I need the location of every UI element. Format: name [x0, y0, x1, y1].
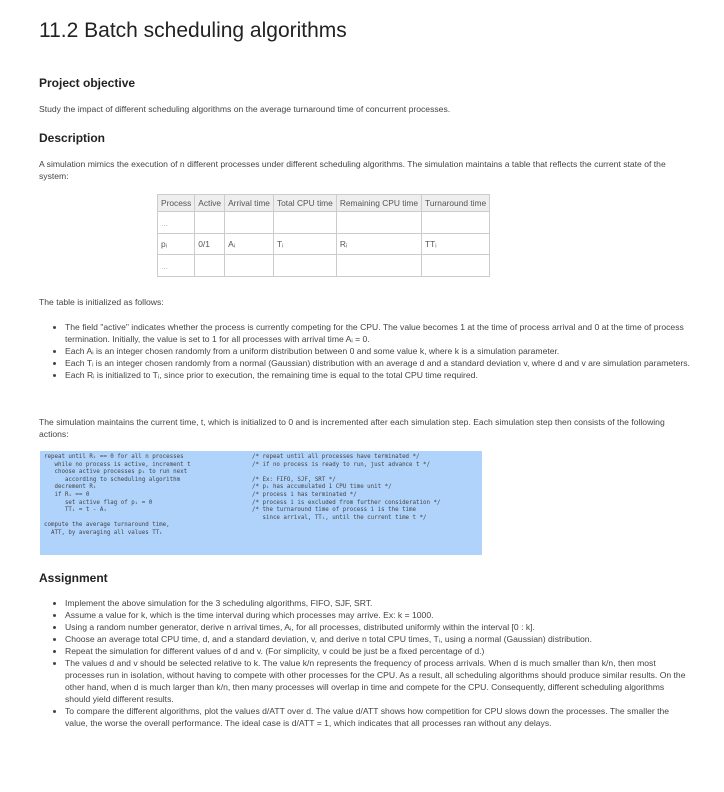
- table-cell: ...: [158, 255, 195, 277]
- table-row: [158, 212, 490, 234]
- list-item: • Choose an average total CPU time, d, and a standard deviation, v, and derive n total CPU times, Tᵢ, using a normal (Gaussian) distribution.: [65, 633, 690, 645]
- table-row: [158, 255, 490, 277]
- table-header-row: [158, 195, 490, 212]
- column-header: Remaining CPU time: [336, 195, 421, 212]
- table-cell: [422, 255, 490, 277]
- list-item: • Each Tᵢ is an integer chosen randomly from a normal (Gaussian) distribution with an average d and a standard deviation v, where d and v are simulation parameters.: [65, 357, 690, 369]
- table-cell: [225, 212, 274, 234]
- column-header: Arrival time: [225, 195, 274, 212]
- list-item: • Assume a value for k, which is the time interval during which processes may arrive. Ex: k = 1000.: [65, 609, 690, 621]
- table-cell: [422, 212, 490, 234]
- list-item: • Repeat the simulation for different values of d and v. (For simplicity, v could be just be a fixed percentage of d.): [65, 645, 690, 657]
- list-item: • Each Rᵢ is initialized to Tᵢ, since prior to execution, the remaining time is equal to the total CPU time required.: [65, 369, 690, 381]
- table-cell: [195, 255, 225, 277]
- table-cell: Rᵢ: [336, 234, 421, 255]
- list-item: • Using a random number generator, derive n arrival times, Aᵢ, for all processes, distributed uniformly within the interval [0 : k].: [65, 621, 690, 633]
- description-heading: Description: [39, 131, 106, 145]
- table-cell: ...: [158, 212, 195, 234]
- init-intro: The table is initialized as follows:: [39, 297, 164, 307]
- objective-heading: Project objective: [39, 76, 136, 90]
- table-cell: pᵢ: [158, 234, 195, 255]
- column-header: Active: [195, 195, 225, 212]
- list-item: • Each Aᵢ is an integer chosen randomly from a uniform distribution between 0 and some value k, where k is a simulation parameter.: [65, 345, 690, 357]
- pseudocode-comments: /* repeat until all processes have terminated */ /* if no process is ready to run, just advance t */ /* Ex: FIFO, SJF, SRT */ /* pᵢ has accumulated 1 CPU time unit */ /* process i has terminated */ /* process i is excluded from further consideration */ /* the turnaround time of process i is the time since arrival, TTᵢ, until the current time t */: [252, 454, 441, 521]
- table-cell: [336, 212, 421, 234]
- assignment-heading: Assignment: [39, 571, 108, 585]
- table-cell: [225, 255, 274, 277]
- table-cell: TTᵢ: [422, 234, 490, 255]
- pseudocode: repeat until Rᵢ == 0 for all n processes while no process is active, increment t choose active processes pᵢ to run next according to scheduling algorithm decrement Rᵢ if Rᵢ == 0 set active flag of pᵢ = 0 TTᵢ = t - Aᵢ compute the average turnaround time, ATT, by averaging all values TTᵢ: [44, 454, 191, 536]
- objective-text: Study the impact of different scheduling algorithms on the average turnaround time of concurrent processes.: [39, 104, 451, 114]
- list-item: • To compare the different algorithms, plot the values d/ATT over d. The value d/ATT shows how competition for CPU slows down the processes. The smaller the value, the worse the overall performance. The ideal case is d/ATT = 1, which indicates that all processes ran without any delays.: [65, 705, 690, 729]
- table-cell: [273, 255, 336, 277]
- column-header: Process: [158, 195, 195, 212]
- table-cell: [336, 255, 421, 277]
- description-text: A simulation mimics the execution of n different processes under different scheduling algorithms. The simulation maintains a table that reflects the current state of the system:: [39, 159, 666, 181]
- assignment-list: [39, 597, 690, 729]
- pseudocode-block: [40, 451, 482, 555]
- list-item: • The values d and v should be selected relative to k. The value k/n represents the frequency of process arrivals. When d is much smaller than k/n, then most processes run in isolation, without having to compete with other processes for the CPU. As a result, all scheduling algorithms should produce similar results. On the other hand, when d is much larger than k/n, then many processes will overlap in time and compete for the CPU. Consequently, different scheduling algorithms should yield different results.: [65, 657, 690, 705]
- list-item: • Implement the above simulation for the 3 scheduling algorithms, FIFO, SJF, SRT.: [65, 597, 690, 609]
- column-header: Total CPU time: [273, 195, 336, 212]
- table-row: [158, 234, 490, 255]
- simulation-text: The simulation maintains the current time, t, which is initialized to 0 and is incremented after each simulation step. Each simulation step then consists of the following actions:: [39, 417, 665, 439]
- init-list: [39, 321, 690, 381]
- page-title: 11.2 Batch scheduling algorithms: [39, 19, 347, 42]
- process-table: [157, 194, 490, 277]
- table-cell: Tᵢ: [273, 234, 336, 255]
- list-item: • The field "active" indicates whether the process is currently competing for the CPU. The value becomes 1 at the time of process arrival and 0 at the time of process termination. Initially, the value is set to 1 for all processes with arrival time Aᵢ = 0.: [65, 321, 690, 345]
- table-cell: 0/1: [195, 234, 225, 255]
- table-cell: Aᵢ: [225, 234, 274, 255]
- table-cell: [195, 212, 225, 234]
- table-cell: [273, 212, 336, 234]
- column-header: Turnaround time: [422, 195, 490, 212]
